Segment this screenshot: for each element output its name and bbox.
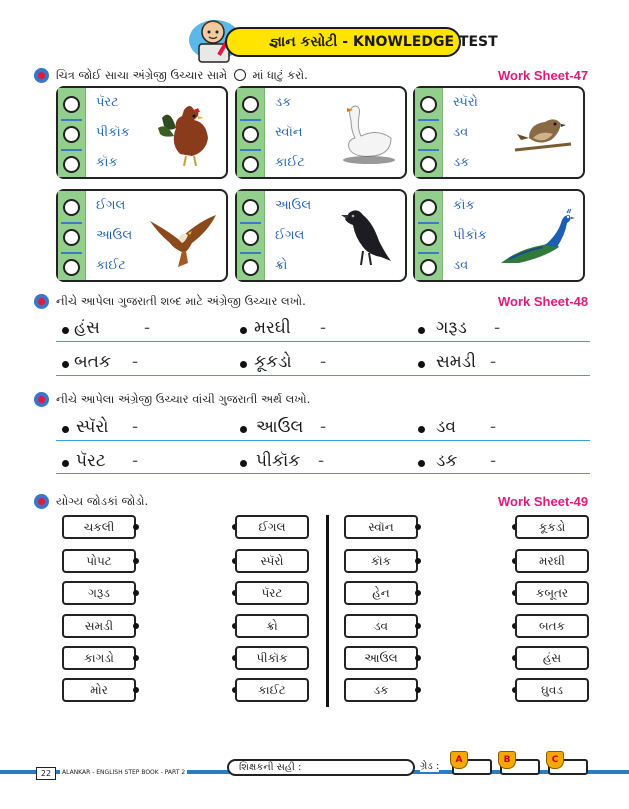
bullet-dot <box>62 361 69 368</box>
divider <box>240 119 261 121</box>
option-radio[interactable] <box>63 259 80 276</box>
divider <box>61 119 82 121</box>
bullet-dot <box>418 426 425 433</box>
worksheet-label-48: Work Sheet-48 <box>498 294 589 309</box>
divider <box>240 149 261 151</box>
option-label: કૉક <box>96 155 118 170</box>
instruction-part-2: માં ધાટું કરો. <box>252 68 308 82</box>
match-item-a[interactable]: મોર <box>62 678 136 702</box>
bullet-dot <box>240 361 247 368</box>
match-item-c[interactable]: આઉલ <box>344 646 418 670</box>
peacock-image <box>499 201 579 271</box>
option-label: કાઈટ <box>96 258 126 273</box>
dash: - <box>490 417 497 437</box>
match-item-a[interactable]: પોપટ <box>62 549 136 573</box>
option-radio[interactable] <box>242 229 259 246</box>
option-radio[interactable] <box>420 96 437 113</box>
option-radio[interactable] <box>242 259 259 276</box>
option-radio[interactable] <box>63 199 80 216</box>
option-label: કૉક <box>453 198 475 213</box>
column-divider <box>326 515 329 707</box>
option-label: ક્રો <box>275 258 288 273</box>
match-dot[interactable] <box>415 524 421 530</box>
option-label: ઈગલ <box>275 228 305 243</box>
bullet-dot <box>240 426 247 433</box>
sparrow-image <box>511 98 575 168</box>
match-item-b[interactable]: ક્રો <box>235 614 309 638</box>
option-label: કાઈટ <box>275 155 305 170</box>
match-item-b[interactable]: સ્પૅરો <box>235 549 309 573</box>
grade-badge-a: A <box>450 751 468 769</box>
kite-bird-image <box>148 201 218 271</box>
word-item: ડવ <box>436 417 456 437</box>
bullet-dot <box>62 327 69 334</box>
worksheet-label-47: Work Sheet-47 <box>498 68 589 83</box>
section-bullet-icon <box>34 68 49 83</box>
bullet-dot <box>418 361 425 368</box>
match-item-d[interactable]: બતક <box>515 614 589 638</box>
match-dot[interactable] <box>415 558 421 564</box>
word-item: આઉલ <box>256 417 304 437</box>
dash: - <box>132 417 139 437</box>
match-item-d[interactable]: ઘુવડ <box>515 678 589 702</box>
book-title: ALANKAR - ENGLISH STEP BOOK - PART 2 <box>62 769 186 776</box>
match-item-c[interactable]: ડક <box>344 678 418 702</box>
match-item-d[interactable]: કબૂતર <box>515 581 589 605</box>
writing-line <box>56 341 590 342</box>
option-radio[interactable] <box>63 96 80 113</box>
circle-icon <box>234 69 246 81</box>
option-label: ડક <box>275 95 292 110</box>
divider <box>418 119 439 121</box>
option-radio[interactable] <box>242 126 259 143</box>
option-radio[interactable] <box>420 229 437 246</box>
instruction-text-48b: નીચે આપેલા અંગ્રેજી ઉચ્ચાર વાંચી ગુજરાતી અર્થ લખો. <box>56 392 311 406</box>
match-item-c[interactable]: ડવ <box>344 614 418 638</box>
word-item: કૂકડો <box>254 352 292 372</box>
section-bullet-icon <box>34 392 49 407</box>
option-card <box>413 189 585 282</box>
dash: - <box>490 451 497 471</box>
writing-line <box>56 375 590 376</box>
option-radio[interactable] <box>420 199 437 216</box>
instruction-text-49: યોગ્ય જોડકાં જોડો. <box>56 494 149 508</box>
section-bullet-icon <box>34 294 49 309</box>
dash: - <box>490 352 497 372</box>
option-radio[interactable] <box>242 96 259 113</box>
divider <box>61 149 82 151</box>
divider <box>240 252 261 254</box>
word-item: સમડી <box>436 352 476 372</box>
match-dot[interactable] <box>133 524 139 530</box>
match-item-a[interactable]: સમડી <box>62 614 136 638</box>
divider <box>61 252 82 254</box>
section-bullet-icon <box>34 494 49 509</box>
match-item-a[interactable]: ચકલી <box>62 515 136 539</box>
bullet-dot <box>62 426 69 433</box>
match-item-c[interactable]: સ્વૉન <box>344 515 418 539</box>
dash: - <box>320 352 327 372</box>
dash: - <box>318 451 325 471</box>
option-radio[interactable] <box>420 126 437 143</box>
match-dot[interactable] <box>133 687 139 693</box>
word-item: પૅરટ <box>76 451 106 471</box>
bullet-dot <box>240 327 247 334</box>
bullet-dot <box>418 327 425 334</box>
match-dot[interactable] <box>133 558 139 564</box>
match-item-c[interactable]: હેન <box>344 581 418 605</box>
option-label: આઉલ <box>96 228 133 243</box>
option-card <box>56 189 228 282</box>
option-label: ડક <box>453 155 470 170</box>
bullet-dot <box>62 460 69 467</box>
option-label: સ્પૅરો <box>453 95 478 110</box>
teacher-signature-field[interactable] <box>227 759 415 776</box>
grade-badge-c: C <box>546 751 564 769</box>
writing-line <box>56 473 590 474</box>
dash: - <box>132 352 139 372</box>
writing-line <box>56 440 590 441</box>
word-item: સ્પૅરો <box>76 417 109 437</box>
dash: - <box>320 318 327 338</box>
option-radio[interactable] <box>63 229 80 246</box>
swan-image <box>333 98 397 168</box>
word-item: પીકૉક <box>256 451 301 471</box>
option-radio[interactable] <box>420 156 437 173</box>
match-item-b[interactable]: કાઈટ <box>235 678 309 702</box>
grade-label: ગ્રેડ : <box>420 761 440 772</box>
crow-image <box>333 201 397 271</box>
option-label: સ્વૉન <box>275 125 303 140</box>
match-item-b[interactable]: પીકૉક <box>235 646 309 670</box>
match-item-a[interactable]: ગરૂડ <box>62 581 136 605</box>
instruction-part-1: ચિત્ર જોઈ સાચા અંગ્રેજી ઉચ્ચાર સામે <box>56 68 228 82</box>
option-radio[interactable] <box>242 156 259 173</box>
divider <box>240 222 261 224</box>
divider <box>61 222 82 224</box>
option-radio[interactable] <box>242 199 259 216</box>
match-item-b[interactable]: ઈગલ <box>235 515 309 539</box>
option-label: ઈગલ <box>96 198 126 213</box>
option-radio[interactable] <box>63 156 80 173</box>
match-dot[interactable] <box>415 623 421 629</box>
page-number: 22 <box>36 767 56 780</box>
word-item: બતક <box>74 352 111 372</box>
option-radio[interactable] <box>63 126 80 143</box>
option-label: પીકૉક <box>96 125 130 140</box>
divider <box>418 222 439 224</box>
option-label: આઉલ <box>275 198 312 213</box>
word-item: મરઘી <box>254 318 291 338</box>
match-item-b[interactable]: પૅરટ <box>235 581 309 605</box>
dash: - <box>132 451 139 471</box>
dash: - <box>494 318 501 338</box>
option-card <box>413 86 585 179</box>
bullet-dot <box>240 460 247 467</box>
option-card <box>235 86 407 179</box>
rooster-image <box>154 98 218 168</box>
match-dot[interactable] <box>133 623 139 629</box>
option-radio[interactable] <box>420 259 437 276</box>
grade-badge-b: B <box>498 751 516 769</box>
option-label: ડવ <box>453 125 469 140</box>
match-item-d[interactable]: કૂકડો <box>515 515 589 539</box>
match-dot[interactable] <box>415 655 421 661</box>
option-label: પીકૉક <box>453 228 487 243</box>
worksheet-label-49: Work Sheet-49 <box>498 494 589 509</box>
divider <box>418 252 439 254</box>
match-item-c[interactable]: કૉક <box>344 549 418 573</box>
match-dot[interactable] <box>133 655 139 661</box>
page-title: જ્ઞાન કસોટી - KNOWLEDGE TEST <box>225 27 461 57</box>
divider <box>418 149 439 151</box>
word-item: હંસ <box>74 318 100 338</box>
match-dot[interactable] <box>133 590 139 596</box>
instruction-text-48: નીચે આપેલા ગુજરાતી શબ્દ માટે અંગ્રેજી ઉચ્ચાર લખો. <box>56 294 306 308</box>
match-item-d[interactable]: હંસ <box>515 646 589 670</box>
match-dot[interactable] <box>415 687 421 693</box>
match-dot[interactable] <box>415 590 421 596</box>
option-label: ડવ <box>453 258 469 273</box>
dash: - <box>144 318 151 338</box>
word-item: ગરૂડ <box>436 318 467 338</box>
option-card <box>56 86 228 179</box>
option-label: પૅરટ <box>96 95 119 110</box>
match-item-d[interactable]: મરઘી <box>515 549 589 573</box>
match-item-a[interactable]: કાગડો <box>62 646 136 670</box>
bullet-dot <box>418 460 425 467</box>
signature-label: શિક્ષકની સહી : <box>239 762 302 773</box>
dash: - <box>320 417 327 437</box>
option-card <box>235 189 407 282</box>
instruction-text-47 <box>56 68 308 83</box>
word-item: ડક <box>436 451 458 471</box>
